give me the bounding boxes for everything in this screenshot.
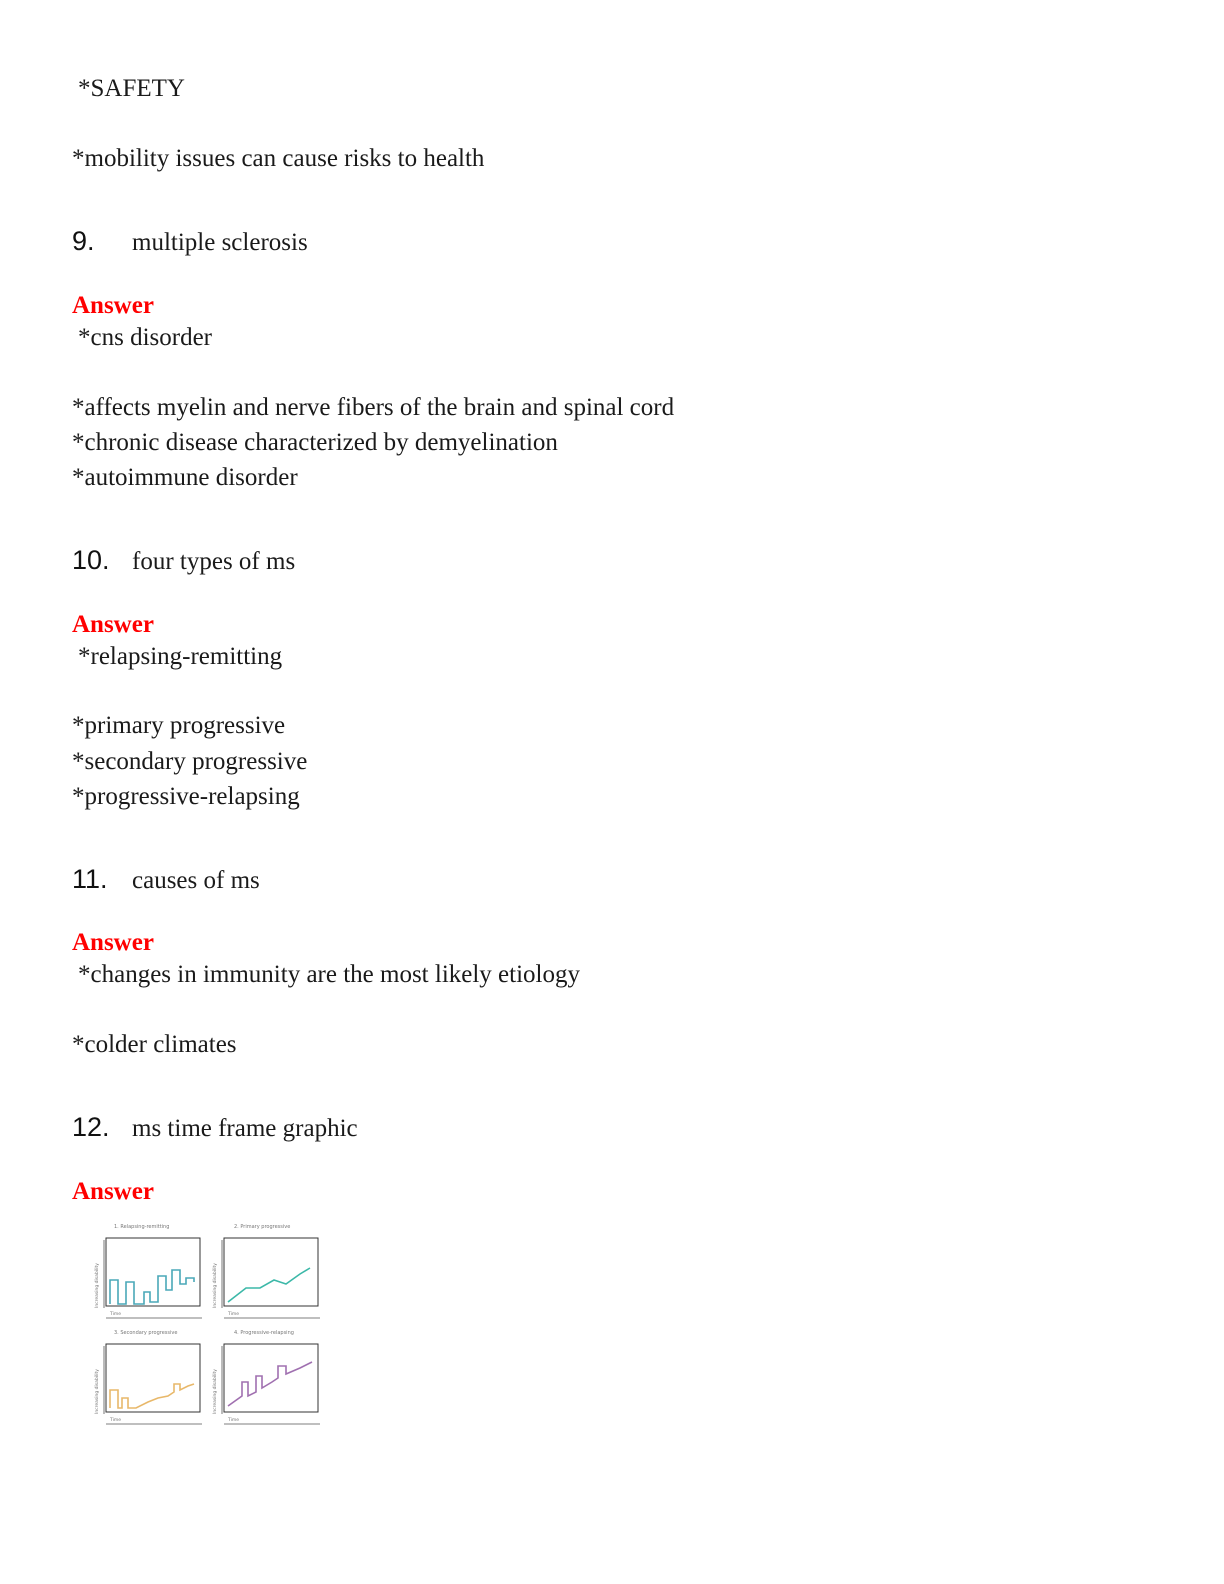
panel-series-line [228, 1362, 312, 1406]
mobility-line: *mobility issues can cause risks to health [72, 145, 485, 172]
panel-primary-progressive [212, 1224, 320, 1318]
answer-item: *progressive-relapsing [72, 783, 300, 810]
answer-item: *affects myelin and nerve fibers of the brain and spinal cord [72, 394, 675, 421]
panel-title: 3. Secondary progressive [114, 1330, 178, 1336]
answer-item: *colder climates [72, 1031, 237, 1058]
panel-xlabel: Time [228, 1312, 240, 1317]
panel-ylabel: Increasing disability [213, 1263, 218, 1308]
panel-series-line [110, 1384, 194, 1408]
answer-item: *secondary progressive [72, 748, 308, 775]
answer-label: Answer [72, 929, 154, 956]
answer-label: Answer [72, 611, 154, 638]
panel-series-line [228, 1268, 310, 1302]
ms-time-frame-graphic [88, 1222, 324, 1426]
question-number: 10. [72, 545, 110, 575]
answer-label: Answer [72, 292, 154, 319]
question-text: ms time frame graphic [132, 1115, 358, 1142]
panel-series-line [110, 1270, 194, 1304]
panel-xlabel: Time [228, 1418, 240, 1423]
safety-line: *SAFETY [78, 75, 185, 102]
panel-xlabel: Time [110, 1418, 122, 1423]
question-number: 12. [72, 1112, 110, 1142]
answer-item: *primary progressive [72, 712, 286, 739]
panel-ylabel: Increasing disability [95, 1369, 100, 1414]
question-number: 11. [72, 864, 108, 894]
panel-title: 1. Relapsing-remitting [114, 1224, 170, 1230]
question-text: multiple sclerosis [132, 229, 308, 256]
panel-xlabel: Time [110, 1312, 122, 1317]
answer-item: *autoimmune disorder [72, 464, 298, 491]
question-text: causes of ms [132, 867, 260, 894]
panel-title: 2. Primary progressive [234, 1224, 291, 1230]
answer-item: *cns disorder [78, 324, 212, 351]
answer-label: Answer [72, 1178, 154, 1205]
answer-item: *relapsing-remitting [78, 643, 283, 670]
question-number: 9. [72, 226, 95, 256]
panel-secondary-progressive [94, 1330, 202, 1424]
panel-title: 4. Progressive-relapsing [234, 1330, 294, 1336]
panel-progressive-relapsing [212, 1330, 320, 1424]
answer-item: *chronic disease characterized by demyelination [72, 429, 558, 456]
answer-item: *changes in immunity are the most likely etiology [78, 961, 580, 988]
panel-ylabel: Increasing disability [95, 1263, 100, 1308]
question-text: four types of ms [132, 548, 296, 575]
panel-relapsing-remitting [94, 1224, 202, 1318]
panel-ylabel: Increasing disability [213, 1369, 218, 1414]
